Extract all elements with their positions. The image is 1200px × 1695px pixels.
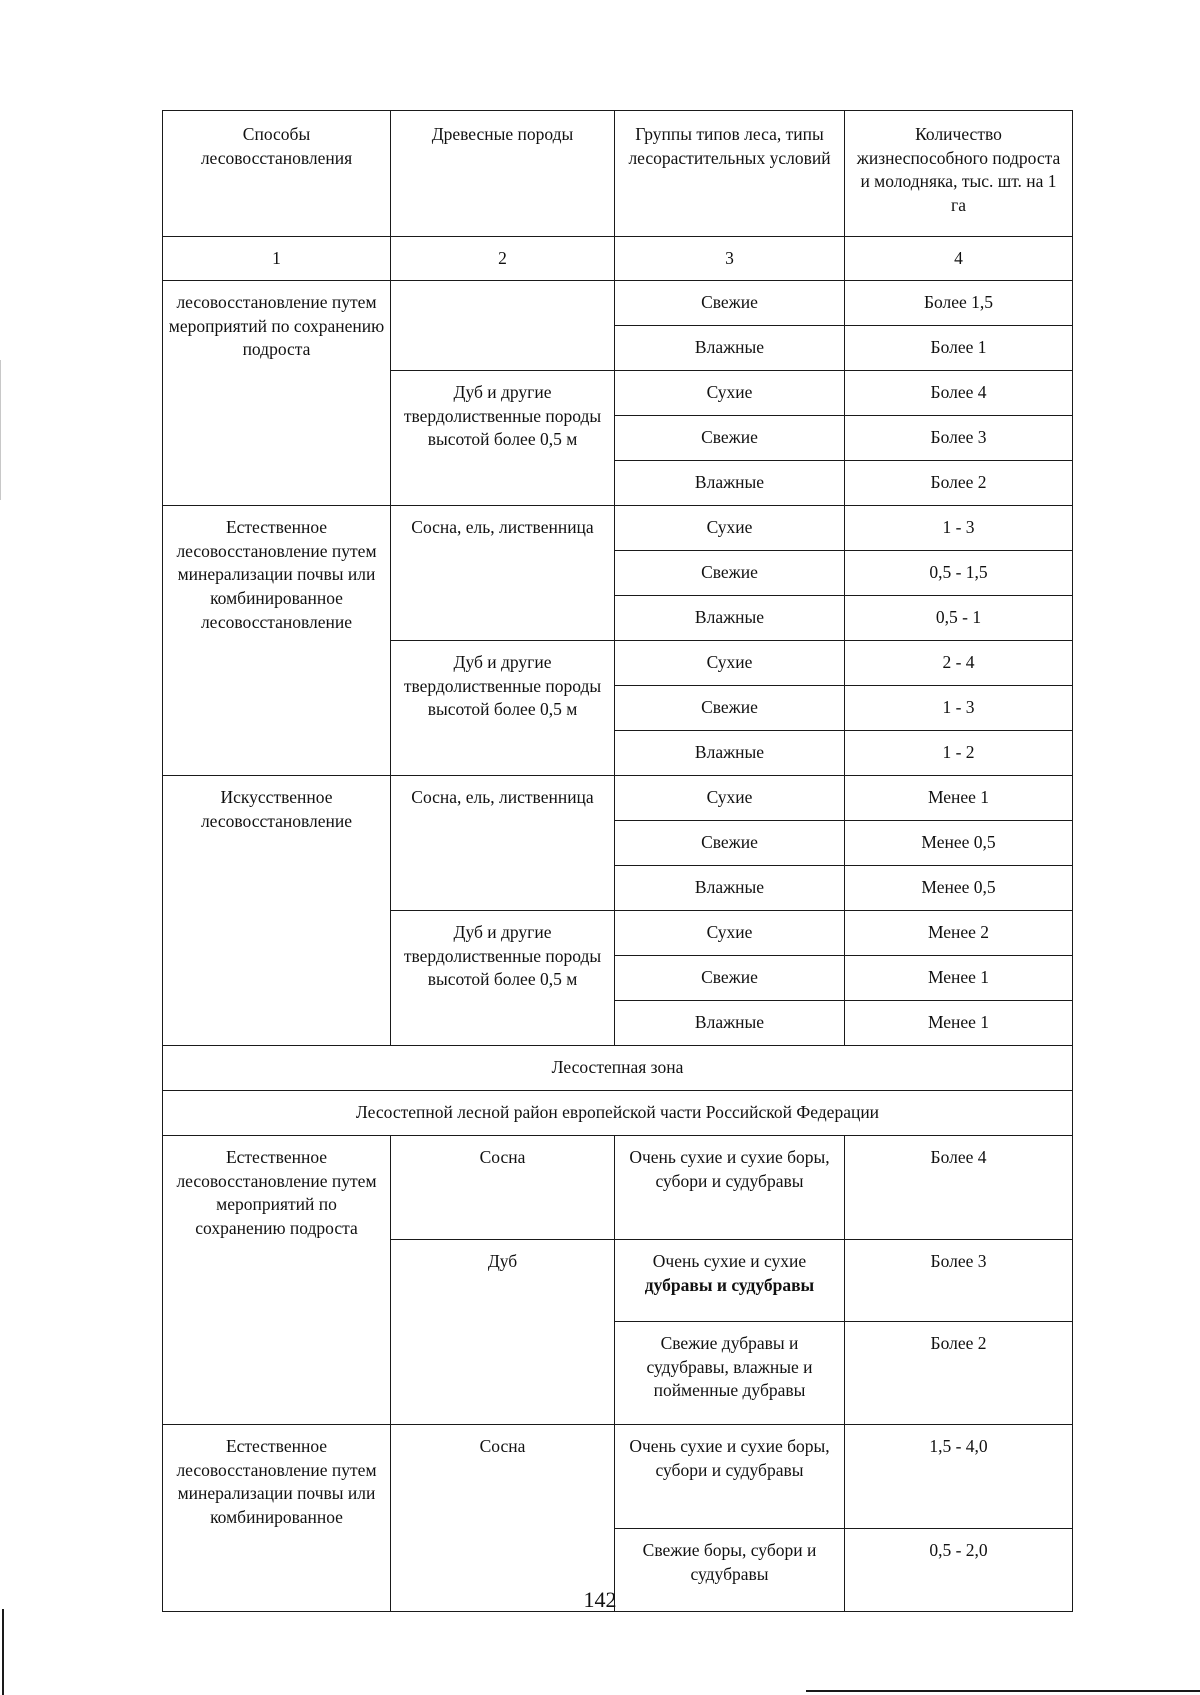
quantity-cell: 1 - 2	[845, 731, 1073, 776]
quantity-cell: Менее 1	[845, 1001, 1073, 1046]
quantity-cell: Менее 0,5	[845, 866, 1073, 911]
forest-type-cell: Влажные	[615, 596, 845, 641]
column-number-row	[163, 237, 1073, 281]
quantity-cell: Более 3	[845, 416, 1073, 461]
quantity-cell: 0,5 - 2,0	[845, 1529, 1073, 1612]
forest-type-cell: Свежие	[615, 416, 845, 461]
method-cell: лесовосстановление путем мероприятий по сохранению подроста	[163, 281, 391, 506]
forest-type-cell: Влажные	[615, 326, 845, 371]
forest-type-cell: Влажные	[615, 1001, 845, 1046]
species-cell: Сосна	[391, 1136, 615, 1240]
forest-type-text-bold: дубравы и судубравы	[644, 1274, 815, 1295]
column-number: 1	[163, 237, 391, 281]
quantity-cell: Менее 1	[845, 956, 1073, 1001]
header-species: Древесные породы	[391, 111, 615, 237]
page-number: 142	[583, 1587, 617, 1612]
zone-title: Лесостепная зона	[163, 1046, 1073, 1091]
scan-border-left	[2, 1609, 4, 1695]
method-cell: Естественное лесовосстановление путем мероприятий по сохранению подроста	[163, 1136, 391, 1425]
header-method: Способы лесовосстановления	[163, 111, 391, 237]
quantity-cell: 1 - 3	[845, 506, 1073, 551]
scan-artifact	[0, 360, 1, 500]
reforestation-table	[162, 110, 1073, 1612]
forest-type-cell: Свежие	[615, 821, 845, 866]
forest-type-cell: Свежие боры, субори и судубравы	[615, 1529, 845, 1612]
quantity-cell: 0,5 - 1	[845, 596, 1073, 641]
region-row	[163, 1091, 1073, 1136]
forest-type-cell: Свежие	[615, 551, 845, 596]
table-row	[163, 1425, 1073, 1529]
forest-type-cell: Влажные	[615, 731, 845, 776]
forest-type-text: Очень сухие и сухие	[652, 1251, 807, 1271]
species-cell: Сосна	[391, 1425, 615, 1612]
forest-type-cell: Сухие	[615, 506, 845, 551]
region-title: Лесостепной лесной район европейской части Российской Федерации	[163, 1091, 1073, 1136]
quantity-cell: Более 1	[845, 326, 1073, 371]
header-row	[163, 111, 1073, 237]
forest-type-cell: Сухие	[615, 641, 845, 686]
species-cell: Сосна, ель, лиственница	[391, 506, 615, 641]
quantity-cell: Более 3	[845, 1240, 1073, 1322]
species-cell	[391, 281, 615, 371]
species-cell: Дуб и другие твердолиственные породы высотой более 0,5 м	[391, 371, 615, 506]
method-cell: Естественное лесовосстановление путем минерализации почвы или комбинированное лесовосстановление	[163, 506, 391, 776]
quantity-cell: 0,5 - 1,5	[845, 551, 1073, 596]
method-cell: Искусственное лесовосстановление	[163, 776, 391, 1046]
species-cell: Дуб	[391, 1240, 615, 1425]
header-quantity: Количество жизнеспособного подроста и молодняка, тыс. шт. на 1 га	[845, 111, 1073, 237]
forest-type-cell: Сухие	[615, 776, 845, 821]
species-cell: Сосна, ель, лиственница	[391, 776, 615, 911]
quantity-cell: Более 2	[845, 1322, 1073, 1425]
forest-type-cell: Свежие	[615, 686, 845, 731]
header-forest-type: Группы типов леса, типы лесорастительных условий	[615, 111, 845, 237]
quantity-cell: 1,5 - 4,0	[845, 1425, 1073, 1529]
forest-type-cell: Свежие дубравы и судубравы, влажные и пойменные дубравы	[615, 1322, 845, 1425]
forest-type-cell: Свежие	[615, 281, 845, 326]
forest-type-cell: Очень сухие и сухие боры, субори и судубравы	[615, 1136, 845, 1240]
species-cell: Дуб и другие твердолиственные породы высотой более 0,5 м	[391, 911, 615, 1046]
forest-type-cell: Очень сухие и сухие боры, субори и судубравы	[615, 1425, 845, 1529]
table-row	[163, 281, 1073, 326]
forest-type-cell: Свежие	[615, 956, 845, 1001]
quantity-cell: Более 2	[845, 461, 1073, 506]
forest-type-cell: Сухие	[615, 911, 845, 956]
column-number: 3	[615, 237, 845, 281]
column-number: 4	[845, 237, 1073, 281]
table-row	[163, 1136, 1073, 1240]
zone-row	[163, 1046, 1073, 1091]
scan-border-bottom	[806, 1690, 1200, 1692]
forest-type-cell: Влажные	[615, 461, 845, 506]
scan-border	[0, 1609, 1200, 1695]
quantity-cell: 2 - 4	[845, 641, 1073, 686]
forest-type-cell	[615, 1240, 845, 1322]
quantity-cell: Более 4	[845, 1136, 1073, 1240]
quantity-cell: 1 - 3	[845, 686, 1073, 731]
forest-type-cell: Сухие	[615, 371, 845, 416]
species-cell: Дуб и другие твердолиственные породы высотой более 0,5 м	[391, 641, 615, 776]
table-row	[163, 776, 1073, 821]
table-row	[163, 506, 1073, 551]
method-cell: Естественное лесовосстановление путем минерализации почвы или комбинированное	[163, 1425, 391, 1612]
quantity-cell: Менее 1	[845, 776, 1073, 821]
quantity-cell: Менее 0,5	[845, 821, 1073, 866]
quantity-cell: Более 4	[845, 371, 1073, 416]
quantity-cell: Менее 2	[845, 911, 1073, 956]
quantity-cell: Более 1,5	[845, 281, 1073, 326]
column-number: 2	[391, 237, 615, 281]
forest-type-cell: Влажные	[615, 866, 845, 911]
